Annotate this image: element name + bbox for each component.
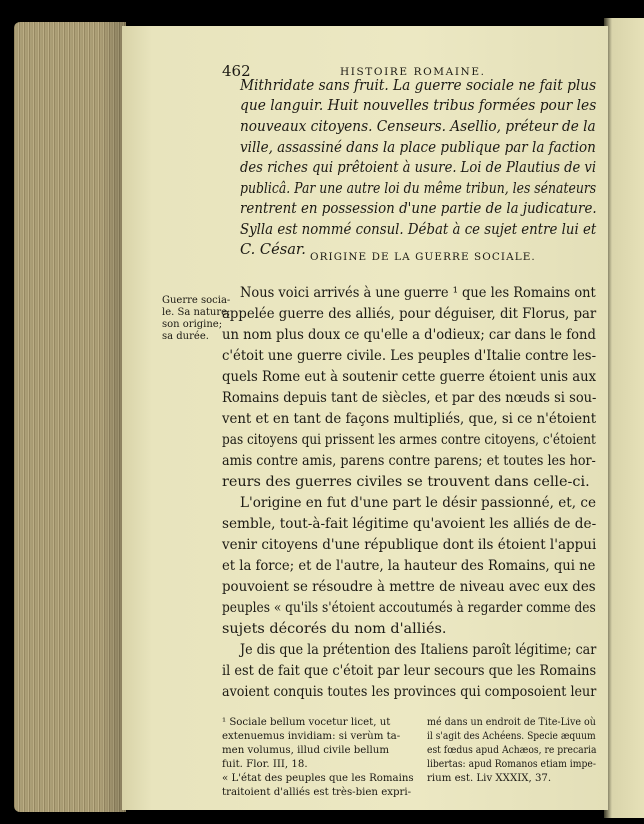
summary-line: nouveaux citoyens. Censeurs. Asellio, préteur de la xyxy=(240,118,596,135)
footnote-line: mé dans un endroit de Tite-Live où xyxy=(427,717,596,728)
body-line: reurs des guerres civiles se trouvent dans celle-ci. xyxy=(222,474,590,490)
footnote-line: traitoient d'alliés est très-bien expri- xyxy=(222,787,412,798)
sidenote-line: le. Sa nature; xyxy=(162,307,231,318)
footnote-line: « L'état des peuples que les Romains xyxy=(222,773,414,784)
summary-line: rentrent en possession d'une partie de la judicature. xyxy=(240,200,597,217)
footnote-line: rium est. Liv XXXIX, 37. xyxy=(427,773,552,784)
footnote-line: men volumus, illud civile bellum xyxy=(222,745,390,756)
body-line: appelée guerre des alliés, pour déguiser, dit Florus, par xyxy=(222,306,597,322)
sidenote-line: Guerre socia- xyxy=(162,295,231,306)
body-line: venir citoyens d'une république dont ils étoient l'appui xyxy=(222,537,597,553)
summary-line: Mithridate sans fruit. La guerre sociale ne fait plus xyxy=(240,77,597,94)
footnote-line: libertas: apud Romanos etiam impe- xyxy=(427,759,596,770)
running-title: HISTOIRE ROMAINE. xyxy=(340,66,486,78)
footnote-line: est fœdus apud Achæos, re precaria xyxy=(427,745,597,756)
section-title: ORIGINE DE LA GUERRE SOCIALE. xyxy=(310,251,536,263)
body-line: et la force; et de l'autre, la hauteur des Romains, qui ne xyxy=(222,558,596,574)
footnote-line: fuit. Flor. III, 18. xyxy=(222,759,308,770)
page-number: 462 xyxy=(222,62,251,80)
body-line: il est de fait que c'étoit par leur secours que les Romains xyxy=(222,663,597,679)
body-line: quels Rome eut à soutenir cette guerre étoient unis aux xyxy=(222,369,597,385)
summary-line: que languir. Huit nouvelles tribus formées pour les xyxy=(240,97,597,114)
body-line: amis contre amis, parens contre parens; et toutes les hor- xyxy=(222,453,596,469)
body-line: L'origine en fut d'une part le désir passionné, et, ce xyxy=(240,495,596,511)
body-line: Nous voici arrivés à une guerre ¹ que les Romains ont xyxy=(240,285,596,301)
summary-line: Sylla est nommé consul. Débat à ce sujet entre lui et xyxy=(240,221,597,238)
body-line: un nom plus doux ce qu'elle a d'odieux; car dans le fond xyxy=(222,327,596,343)
footnote-line: ¹ Sociale bellum vocetur licet, ut xyxy=(222,717,391,728)
body-line: Je dis que la prétention des Italiens paroît légitime; car xyxy=(240,642,597,658)
body-line: semble, tout-à-fait légitime qu'avoient les alliés de de- xyxy=(222,516,597,532)
body-line: pas citoyens qui prissent les armes contre citoyens, c'étoient xyxy=(222,432,596,448)
footnote-line: extenuemus invidiam: si verùm ta- xyxy=(222,731,401,742)
body-line: sujets décorés du nom d'alliés. xyxy=(222,621,447,637)
body-line: avoient conquis toutes les provinces qui composoient leur xyxy=(222,684,597,700)
footnote-line: il s'agit des Achéens. Specie æquum xyxy=(427,731,596,742)
body-line: vent et en tant de façons multipliés, que, si ce n'étoient xyxy=(222,411,597,427)
sidenote-line: sa durée. xyxy=(162,331,209,342)
summary-line: publicâ. Par une autre loi du même tribun, les sénateurs xyxy=(240,180,597,197)
summary-line: ville, assassiné dans la place publique par la faction xyxy=(240,139,596,156)
body-line: c'étoit une guerre civile. Les peuples d'Italie contre les- xyxy=(222,348,597,364)
body-line: Romains depuis tant de siècles, et par des nœuds si sou- xyxy=(222,390,597,406)
summary-line: C. César. xyxy=(240,241,306,258)
body-line: pouvoient se résoudre à mettre de niveau avec eux des xyxy=(222,579,596,595)
sidenote-line: son origine; xyxy=(162,319,223,330)
body-line: peuples « qu'ils s'étoient accoutumés à regarder comme des xyxy=(222,600,596,616)
summary-line: des riches qui prêtoient à usure. Loi de Plautius de vi xyxy=(240,159,597,176)
adjacent-page-edge xyxy=(604,18,644,818)
